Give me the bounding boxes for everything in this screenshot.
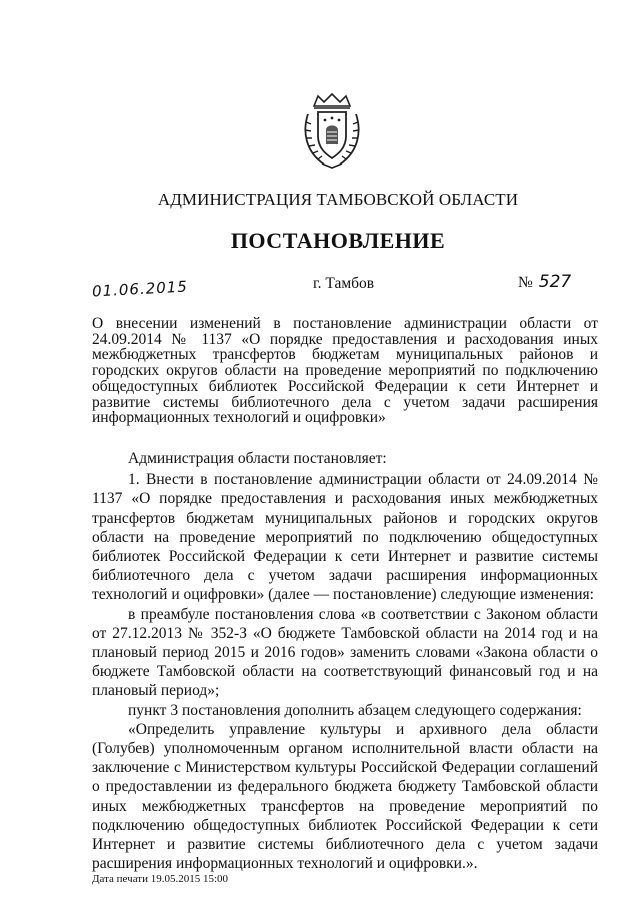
document-type-heading: ПОСТАНОВЛЕНИЕ	[230, 228, 446, 253]
body-paragraph-3: пункт 3 постановления дополнить абзацем следующего содержания:	[128, 701, 582, 719]
print-date-footer: Дата печати 19.05.2015 15:00	[92, 873, 229, 885]
number-prefix: №	[518, 274, 533, 291]
body-paragraph-1: 1. Внести в постановление администрации области от 24.09.2014 № 1137 «О порядке предоставления и расходования иных межбюджетных трансфертов бюджетам муниципальных районов и городских округов области на проведение мероприятий по подключению общедоступных библиотек Российской Федерации к сети Интернет и развитие системы библиотечного дела с учетом задачи расширения информационных технологий и оцифровки» (далее — постановление) следующие изменения:	[92, 471, 598, 604]
handwritten-date: 01.06.2015	[91, 277, 189, 301]
document-subject: О внесении изменений в постановление администрации области от 24.09.2014 № 1137 «О порядке предоставления и расходования иных межбюджетных трансфертов бюджетам муниципальных районов и городских округов области на проведение мероприятий по подключению общедоступных библиотек Российской Федерации к сети Интернет и развитие системы библиотечного дела с учетом задачи расширения информационных технологий и оцифровки»	[92, 315, 598, 427]
body-paragraph-2: в преамбуле постановления слова «в соответствии с Законом области от 27.12.2013 № 352-З «О бюджете Тамбовской области на 2014 год и на плановый период 2015 и 2016 годов» заменить словами «Закона области о бюджете Тамбовской области на соответствующий финансовый год и на плановый период»;	[92, 605, 598, 700]
city-label: г. Тамбов	[313, 275, 375, 292]
body-paragraph-4: «Определить управление культуры и архивного дела области (Голубев) уполномоченным органом исполнительной власти области на заключение с Министерством культуры Российской Федерации соглашений о предоставлении из федерального бюджета бюджету Тамбовской области иных межбюджетных трансфертов на проведение мероприятий по подключению общедоступных библиотек Российской Федерации к сети Интернет и развитие системы библиотечного дела с учетом задачи расширения информационных технологий и оцифровки.».	[92, 720, 598, 873]
body-intro: Администрация области постановляет:	[128, 450, 387, 467]
organization-title: АДМИНИСТРАЦИЯ ТАМБОВСКОЙ ОБЛАСТИ	[157, 190, 519, 209]
document-number	[518, 272, 571, 292]
handwritten-number: 527	[538, 272, 572, 292]
document-body	[92, 449, 598, 873]
tambov-coat-of-arms-icon	[300, 92, 364, 170]
